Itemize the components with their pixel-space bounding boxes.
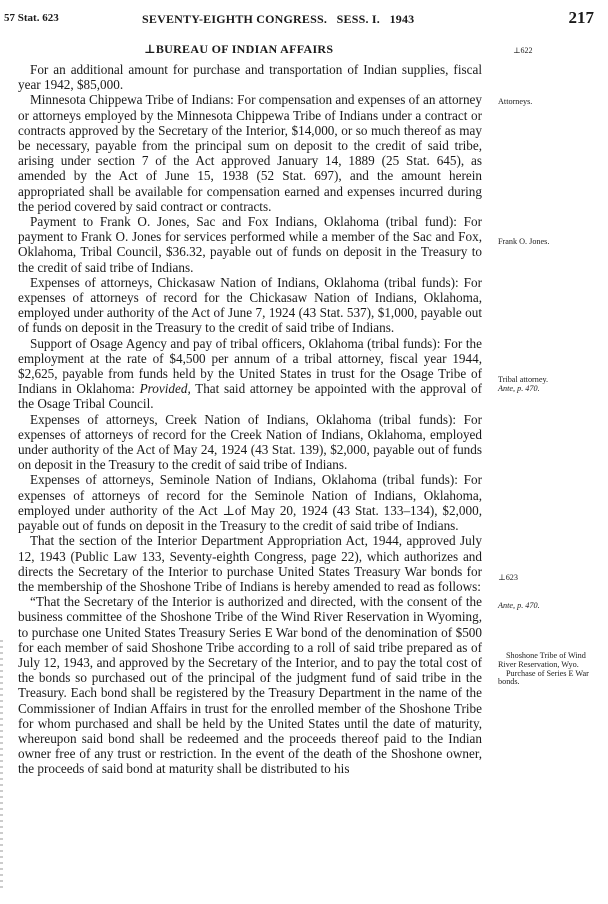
margin-note-shoshone-tribe: Shoshone Tribe of Wind River Reservation, Wyo. xyxy=(498,651,586,669)
margin-page-ref-622: ⊥622 xyxy=(513,46,533,55)
margin-note-war-bonds: Purchase of Series E War bonds. xyxy=(498,668,589,687)
paragraph-chickasaw: Expenses of attorneys, Chickasaw Nation of Indians, Oklahoma (tribal funds): For expenses of attorneys of record for the Chickasaw Nation of Indians, Oklahoma, employed under authority of the Act of June 7, 1924 (43 Stat. 537), $1,000, payable out of funds on deposit in the Treasury to the credit of said tribe of Indians. xyxy=(18,274,482,336)
paragraph-seminole: Expenses of attorneys, Seminole Nation of Indians, Oklahoma (tribal funds): For expenses of attorneys of record for the Seminole Nation of Indians, Oklahoma, employed under authority of the Act ⊥of May 20, 1924 (43 Stat. 133–134), $2,000, payable out of funds on deposit in the Treasury to the credit of said tribe of Indians. xyxy=(18,472,482,534)
osage-proviso-text: That said attorney be appointed with the approval of the Osage Tribal Council. xyxy=(18,381,482,412)
paragraph-shoshone-text: “That the Secretary of the Interior is authorized and directed, with the consent of the business committee of the Shoshone Tribe of the Wind River Reservation in Wyoming, to purchase one United States Treasury Series E War bond of the denomination of $500 for each member of said Shoshone Tribe according to a roll of said tribe prepared as of July 12, 1943, and approved by the Secretary of the Interior, and to pay the total cost of the bonds so purchased out of the principal of the judgment fund of said tribe in the Treasury. Each bond shall be registered by the Treasury Department in the name of the Commissioner of Indian Affairs in trust for the enrolled member of the Shoshone Tribe for whom purchased and shall be held by the United States until the date of maturity, whereupon said bond shall be redeemed and the proceeds thereof paid to the Indian owner free of any trust or restriction. In the event of the death of the Shoshone owner, the proceeds of said bond at maturity shall be distributed to his xyxy=(18,594,482,777)
margin-note-attorneys: Attorneys. xyxy=(498,97,533,106)
paragraph-supplies: For an additional amount for purchase and transportation of Indian supplies, fiscal year 1942, $85,000. xyxy=(18,62,482,93)
margin-page-ref-623: ⊥623 xyxy=(498,573,518,582)
statute-citation: 57 Stat. 623 xyxy=(4,12,59,24)
margin-note-ante-1: Ante, p. 470. xyxy=(498,384,540,393)
margin-note-ante-2: Ante, p. 470. xyxy=(498,601,540,610)
margin-note-shoshone xyxy=(498,652,602,687)
paragraph-osage xyxy=(18,336,482,412)
running-header: SEVENTY-EIGHTH CONGRESS. SESS. I. 1943 xyxy=(142,12,415,26)
margin-note-tribal-attorney: Tribal attorney. xyxy=(498,375,549,384)
section-title: ⊥BUREAU OF INDIAN AFFAIRS xyxy=(144,42,334,56)
paragraph-chippewa: Minnesota Chippewa Tribe of Indians: For compensation and expenses of an attorney or attorneys employed by the Minnesota Chippewa Tribe of Indians under a contract or contracts approved by the Secretary of the Interior, $14,000, or so much thereof as may be necessary, payable from the principal sum on deposit to the credit of said tribe, arising under section 7 of the Act approved January 14, 1889 (25 Stat. 645), as amended by the Act of June 15, 1938 (52 Stat. 697), and the amount herein appropriated shall be available for compensation earned and expenses incurred during the period covered by said contract or contracts. xyxy=(18,92,482,214)
proviso: Provided, xyxy=(139,381,191,397)
scan-edge-shadow xyxy=(0,640,3,890)
paragraph-creek: Expenses of attorneys, Creek Nation of Indians, Oklahoma (tribal funds): For expenses of attorneys of record for the Creek Nation of Indians, Oklahoma, employed under authority of the Act of May 24, 1924 (43 Stat. 139), $2,000, payable out of funds on deposit in the Treasury to the credit of said tribe of Indians. xyxy=(18,411,482,473)
osage-text: Support of Osage Agency and pay of tribal officers, Oklahoma (tribal funds): For the employment at the rate of $4,500 per annum of a tribal attorney, fiscal year 1944, $2,625, payable from funds held by the United States in trust for the Osage Tribe of Indians in Oklahoma: xyxy=(18,335,482,397)
margin-note-frank-jones: Frank O. Jones. xyxy=(498,237,550,246)
page-number: 217 xyxy=(568,8,594,27)
body-text xyxy=(18,62,482,777)
paragraph-frank-jones: Payment to Frank O. Jones, Sac and Fox Indians, Oklahoma (tribal fund): For payment to Frank O. Jones for services performed while a member of the Sac and Fox, Oklahoma, Tribal Council, $36.32, payable out of funds on deposit in the Treasury to the credit of said tribe of Indians. xyxy=(18,214,482,275)
paragraph-shoshone-amendment: That the section of the Interior Department Appropriation Act, 1944, approved July 12, 1943 (Public Law 133, Seventy-eighth Congress, page 22), which authorizes and directs the Secretary of the Interior to purchase United States Treasury War bonds for the membership of the Shoshone Tribe of Indians is hereby amended to read as follows: xyxy=(18,533,482,594)
